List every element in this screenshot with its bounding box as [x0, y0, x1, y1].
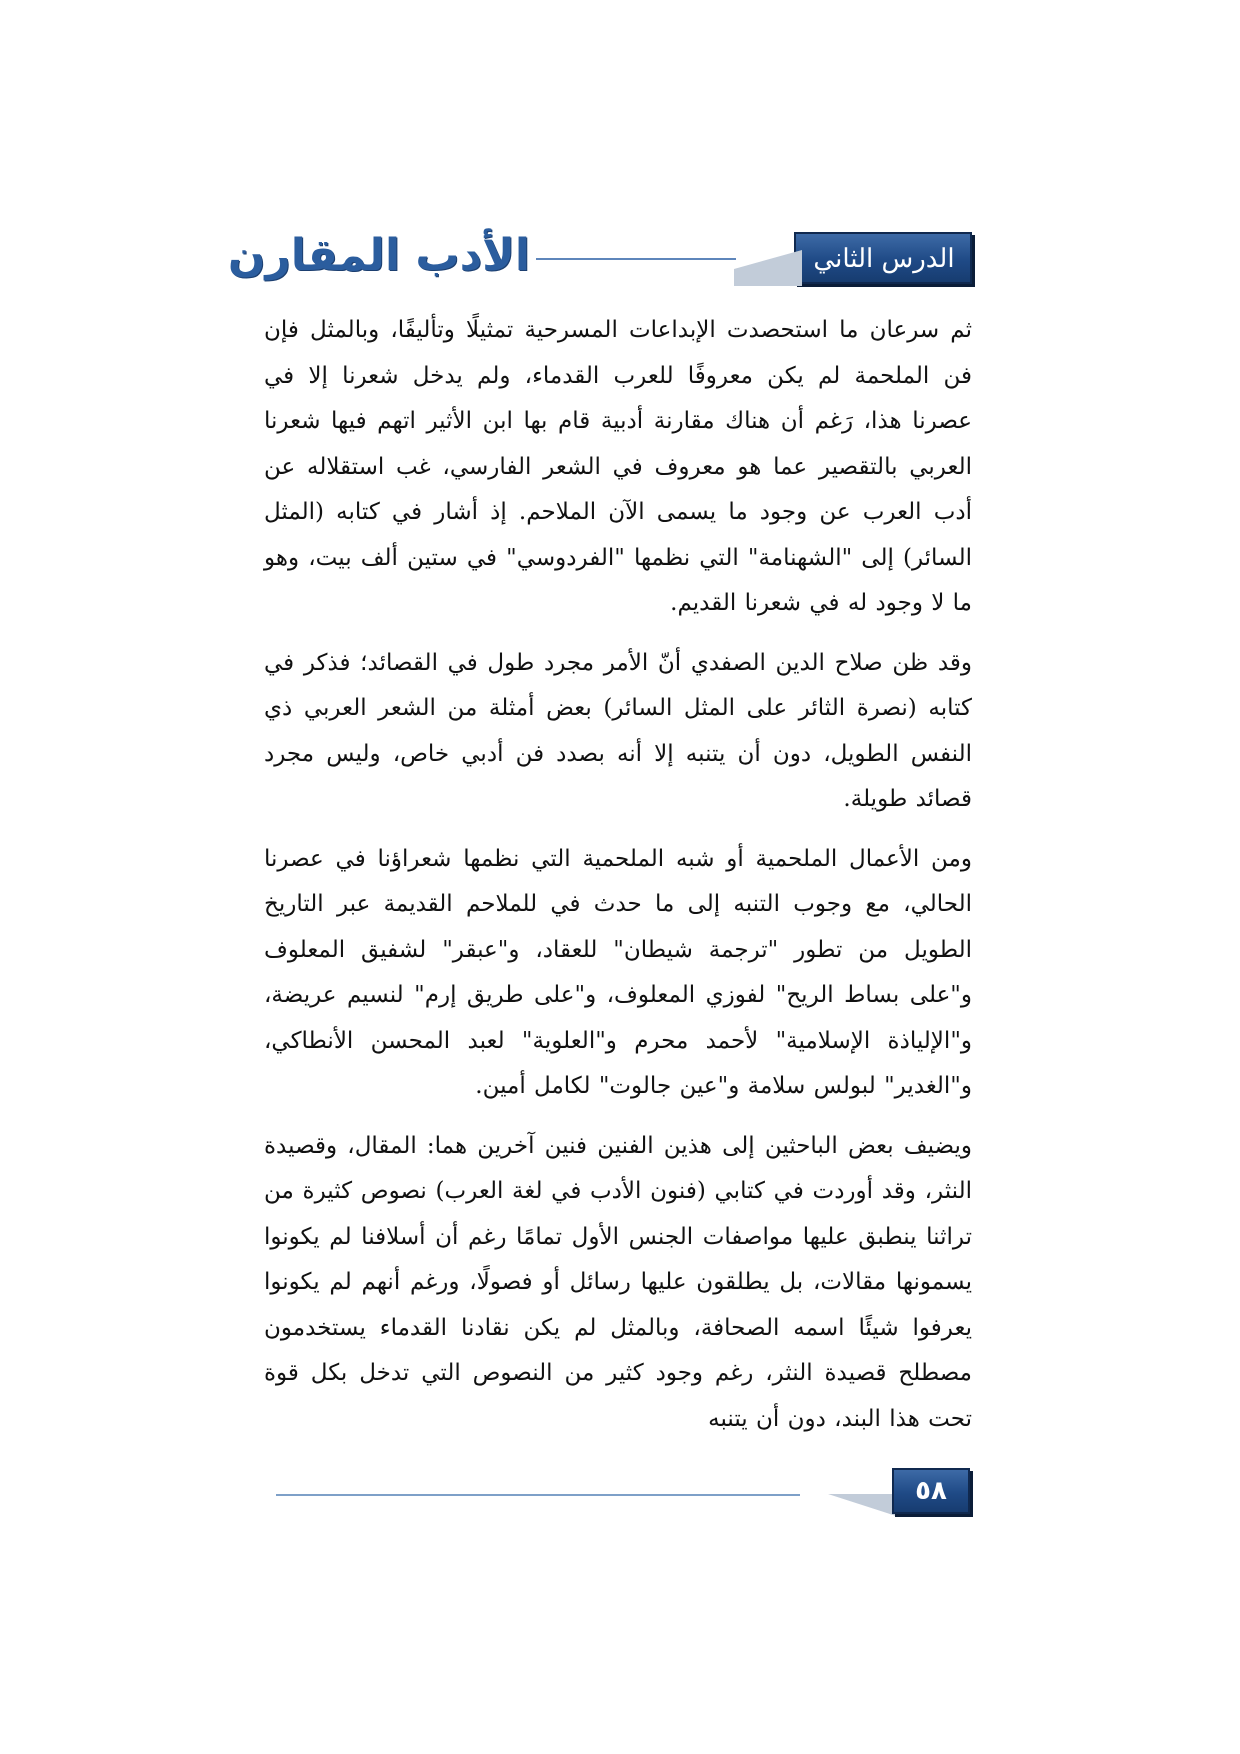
lesson-label: الدرس الثاني: [813, 244, 955, 274]
paragraph-4: ويضيف بعض الباحثين إلى هذين الفنين فنين آخرين هما: المقال، وقصيدة النثر، وقد أوردت في كتابي (فنون الأدب في لغة العرب) نصوص كثيرة من تراثنا ينطبق عليها مواصفات الجنس الأول تمامًا رغم أن أسلافنا لم يكونوا يسمونها مقالات، بل يطلقون عليها رسائل أو فصولًا، ورغم أنهم لم يكونوا يعرفوا شيئًا اسمه الصحافة، وبالمثل لم يكن نقادنا القدماء يستخدمون مصطلح قصيدة النثر، رغم وجود كثير من النصوص التي تدخل بكل قوة تحت هذا البند، دون أن يتنبه: [264, 1132, 972, 1432]
header-divider: [536, 258, 736, 260]
page-header: [227, 228, 972, 288]
footer-divider: [276, 1494, 800, 1496]
book-title: الأدب المقارن: [227, 230, 530, 281]
header-wedge-decoration: [734, 250, 802, 286]
page-footer: [276, 1466, 970, 1520]
paragraph-1: ثم سرعان ما استحصدت الإبداعات المسرحية تمثيلًا وتأليفًا، وبالمثل فإن فن الملحمة لم يكن معروفًا للعرب القدماء، ولم يدخل شعرنا إلا في عصرنا هذا، رَغم أن هناك مقارنة أدبية قام بها ابن الأثير اتهم فيها شعرنا العربي بالتقصير عما هو معروف في الشعر الفارسي، غب استقلاله عن أدب العرب عن وجود ما يسمى الآن الملاحم. إذ أشار في كتابه (المثل السائر) إلى "الشهنامة" التي نظمها "الفردوسي" في ستين ألف بيت، وهو ما لا وجود له في شعرنا القديم.: [264, 317, 972, 616]
page-number: ٥٨: [915, 1476, 947, 1506]
page-body: [264, 308, 972, 1456]
paragraph-3: ومن الأعمال الملحمية أو شبه الملحمية التي نظمها شعراؤنا في عصرنا الحالي، مع وجوب التنبه إلى ما حدث في للملاحم القديمة عبر التاريخ الطويل من تطور "ترجمة شيطان" للعقاد، و"عبقر" لشفيق المعلوف و"على بساط الريح" لفوزي المعلوف، و"على طريق إرم" لنسيم عريضة، و"الإلياذة الإسلامية" لأحمد محرم و"العلوية" لعبد المحسن الأنطاكي، و"الغدير" لبولس سلامة و"عين جالوت" لكامل أمين.: [264, 845, 972, 1099]
lesson-badge: [794, 232, 972, 284]
paragraph-2: وقد ظن صلاح الدين الصفدي أنّ الأمر مجرد طول في القصائد؛ فذكر في كتابه (نصرة الثائر على المثل السائر) بعض أمثلة من الشعر العربي ذي النفس الطويل، دون أن يتنبه إلا أنه بصدد فن أدبي خاص، وليس مجرد قصائد طويلة.: [264, 649, 972, 812]
footer-wedge-decoration: [828, 1494, 896, 1516]
page-number-badge: [892, 1468, 970, 1514]
